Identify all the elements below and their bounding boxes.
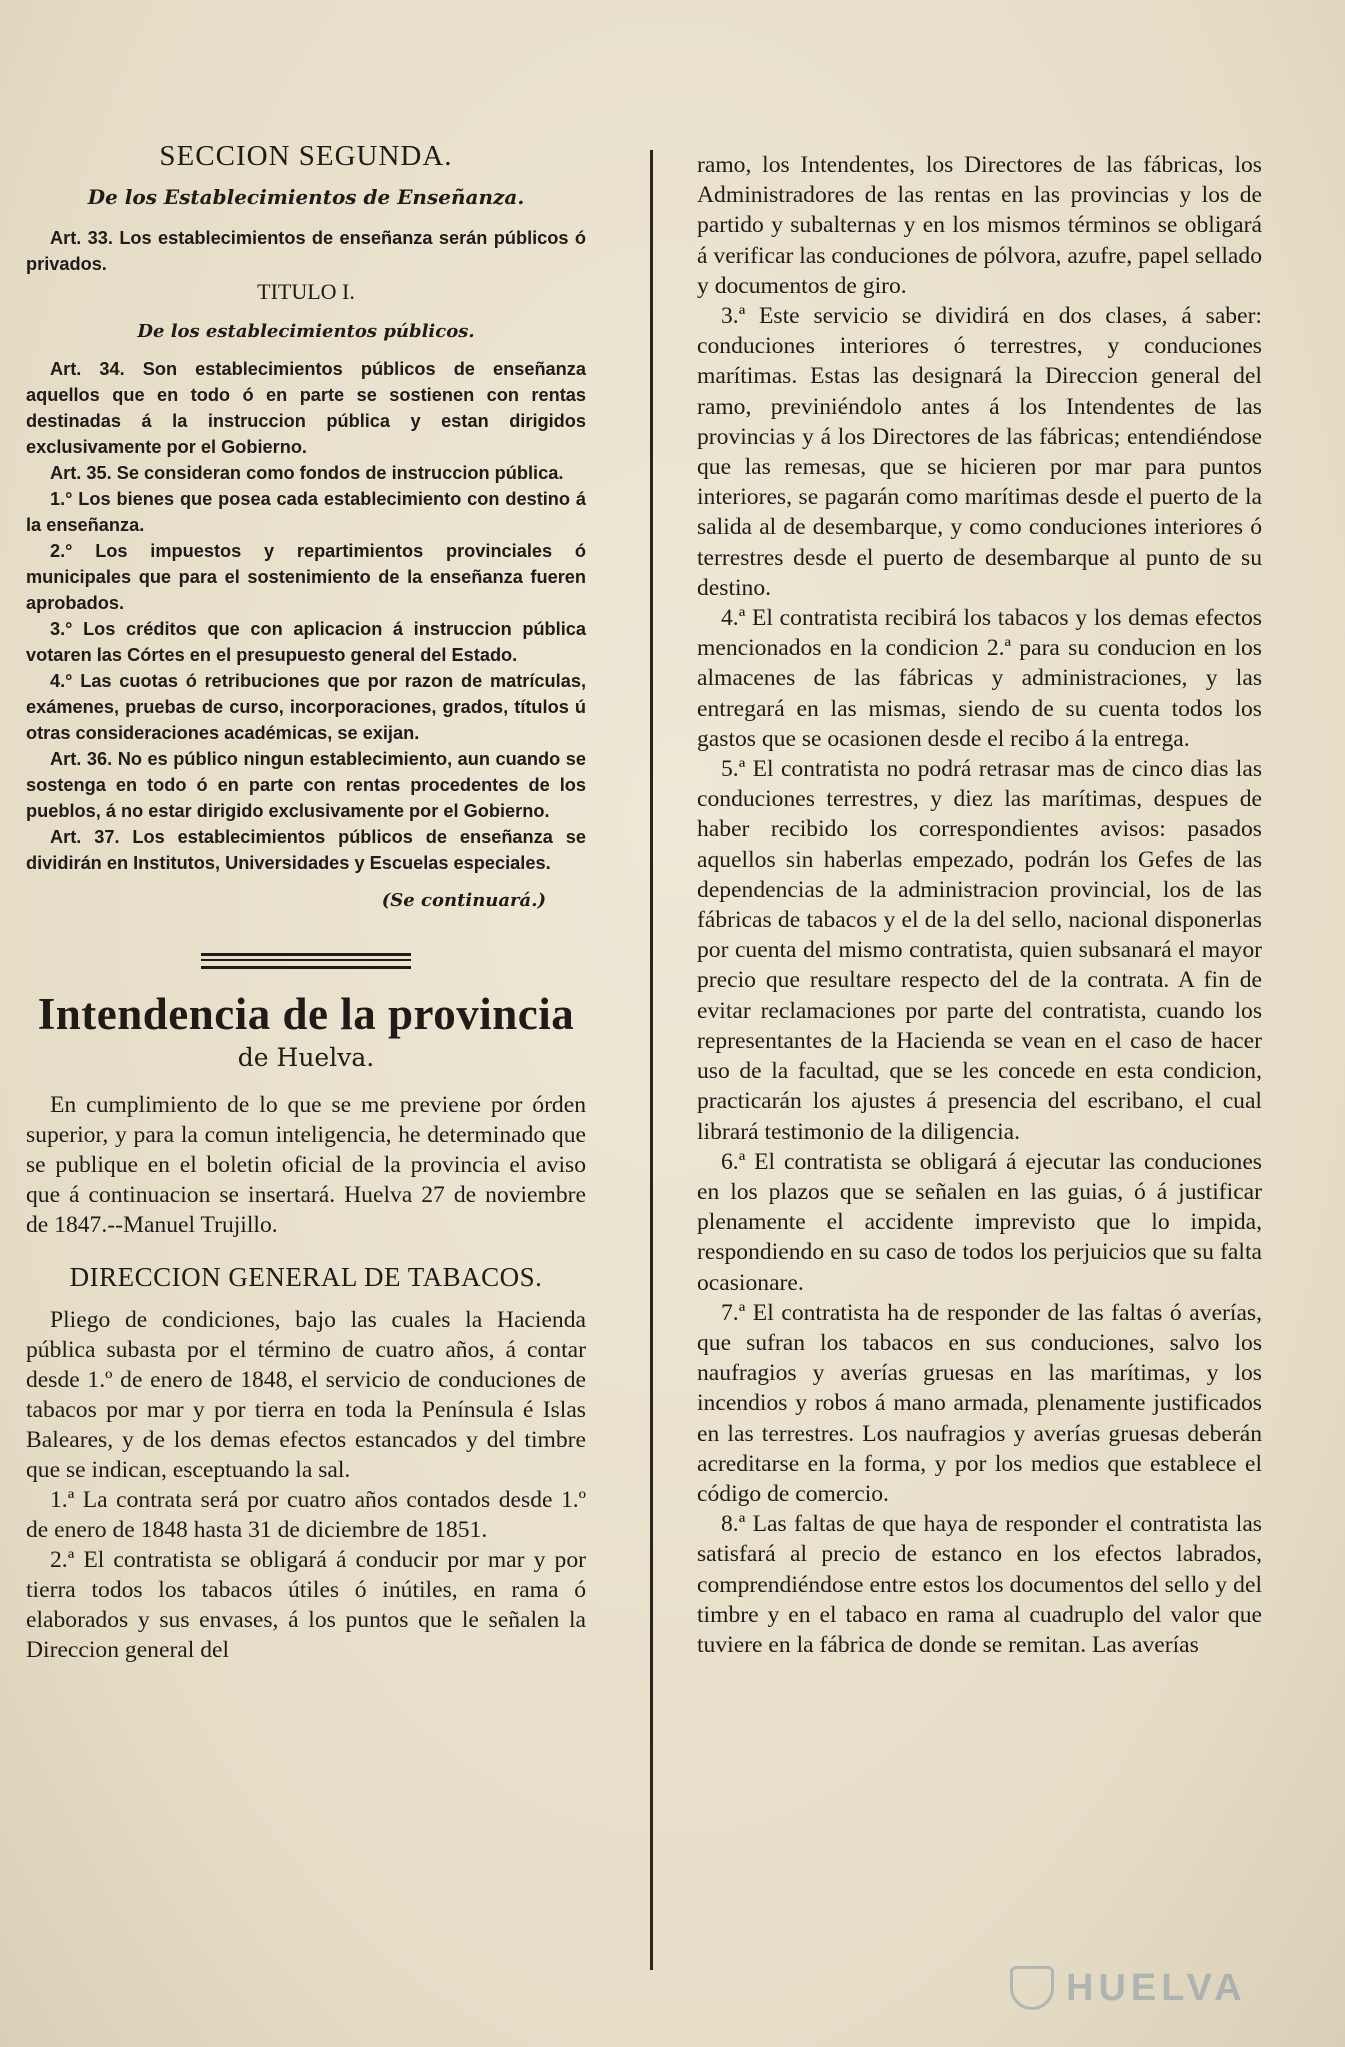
condition-2-continued: ramo, los Intendentes, los Directores de las fábricas, los Administradores de las rentas en las provincias y los de partido y subalternas y en los mismos términos se obligará á verificar las conduciones de pólvora, azufre, papel sellado y documentos de giro. [697,152,1262,299]
shield-icon [1010,1966,1054,2010]
intendencia-intro: En cumplimiento de lo que se me previene por órden superior, y para la comun inteligencia, he determinado que se publique en el boletin oficial de la provincia el aviso que á continuacion se insertará. Huelva 27 de noviembre de 1847.--Manuel Trujillo. [26,1092,586,1238]
condition-4: 4.ª El contratista recibirá los tabacos y los demas efectos mencionados en la condicion 2.ª para su conducion en los almacenes de las fábricas y administraciones, y las entregará en las mismas, siendo de su cuenta todos los gastos que se ocasionen desde el recibo á la entrega. [697,605,1262,752]
article-34: Art. 34. Son establecimientos públicos de enseñanza aquellos que en todo ó en parte se sostienen con rentas destinadas á la instruccion pública y estan dirigidos exclusivamente por el Gobierno. [26,359,586,457]
watermark-text: HUELVA [1066,1966,1247,2009]
article-36: Art. 36. No es público ningun establecimiento, aun cuando se sostenga en todo ó en parte con rentas procedentes de los pueblos, á no estar dirigido exclusivamente por el Gobierno. [26,749,586,821]
titulo-heading: TITULO I. [257,279,355,304]
condition-6: 6.ª El contratista se obligará á ejecutar las conduciones en los plazos que se señalen en las guias, ó á justificar plenamente el accidente imprevisto que lo impida, respondiendo en su caso de todos los perjuicios que su falta ocasionare. [697,1148,1262,1296]
column-rule [650,150,653,1970]
condition-7: 7.ª El contratista ha de responder de las faltas ó averías, que sufran los tabacos en sus conduciones, salvo los naufragios y averías gruesas en las marítimas, y los incendios y robos á mano armada, plenamente justificados en las terrestres. Los naufragios y averías gruesas deberán acreditarse en la forma, y por los medios que establece el código de comercio. [697,1299,1262,1507]
article-33: Art. 33. Los establecimientos de enseñanza serán públicos ó privados. [26,228,586,274]
article-37: Art. 37. Los establecimientos públicos de enseñanza se dividirán en Institutos, Universidades y Escuelas especiales. [26,827,586,873]
right-column [697,150,1262,1660]
fund-item-3: 3.° Los créditos que con aplicacion á instruccion pública votaren las Córtes en el presupuesto general del Estado. [26,619,586,665]
left-column [26,132,586,1665]
fund-item-4: 4.° Las cuotas ó retribuciones que por razon de matrículas, exámenes, pruebas de curso, incorporaciones, grados, títulos ú otras consideraciones académicas, se exijan. [26,671,586,743]
section-subtitle: De los Establecimientos de Enseñanza. [87,185,525,209]
condition-5: 5.ª El contratista no podrá retrasar mas de cinco dias las conduciones terrestres, y diez las marítimas, despues de haber recibido los correspondientes avisos: pasados aquellos sin haberlas empezado, podrán los Gefes de las dependencias de la administracion provincial, los de las fábricas de tabacos y el de la del sello, nacional disponerlas por cuenta del mismo contratista, quien subsanará el mayor precio que resultare respecto del de la contrata. A fin de evitar reclamaciones por parte del contratista, cuando los representantes de la Hacienda se vean en el caso de hacer uso de la facultad, que se les concede en esta condicion, practicarán los ajustes á presencia del escribano, el cual librará testimonio de la diligencia. [697,756,1262,1145]
condition-8: 8.ª Las faltas de que haya de responder el contratista las satisfará al precio de estanco en los efectos labrados, comprendiéndose entre estos los documentos del sello y del timbre y en el tabaco en rama al cuadruplo del valor que tuviere en la fábrica de donde se remitan. Las averías [697,1511,1262,1658]
titulo-subtitle: De los establecimientos públicos. [137,321,475,342]
fund-item-2: 2.° Los impuestos y repartimientos provinciales ó municipales que para el sostenimiento de la enseñanza fueren aprobados. [26,541,586,613]
pliego-intro: Pliego de condiciones, bajo las cuales la Hacienda pública subasta por el término de cuatro años, á contar desde 1.º de enero de 1848, el servicio de conduciones de tabacos por mar y por tierra en toda la Península é Islas Baleares, y de los demas efectos estancados y del timbre que se indican, esceptuando la sal. [26,1307,586,1483]
condition-3: 3.ª Este servicio se dividirá en dos clases, á saber: conduciones interiores ó terrestres, y conduciones marítimas. Estas las designará la Direccion general del ramo, previniéndolo antes á los Intendentes de las provincias y á los Directores de las fábricas; entendiéndose que las remesas, que se hicieren por mar para puntos interiores, se pagarán como marítimas desde el puerto de la salida al de desembarque, y como conduciones interiores ó terrestres desde el puerto de desembarque al punto de su destino. [697,303,1262,601]
article-35: Art. 35. Se consideran como fondos de instruccion pública. [50,463,564,483]
continued-note: (Se continuará.) [381,890,546,911]
intendencia-title: Intendencia de la provincia [37,989,575,1039]
section-title: SECCION SEGUNDA. [159,140,453,172]
condition-2-start: 2.ª El contratista se obligará á conducir por mar y por tierra todos los tabacos útiles ó inútiles, en rama ó elaborados y sus envases, á los puntos que le señalen la Direccion general del [26,1547,586,1663]
condition-1: 1.ª La contrata será por cuatro años contados desde 1.º de enero de 1848 hasta 31 de diciembre de 1851. [26,1487,586,1543]
watermark-logo [1010,1965,1247,2011]
section-divider [201,953,411,969]
intendencia-subtitle: de Huelva. [237,1043,375,1072]
fund-item-1: 1.° Los bienes que posea cada establecimiento con destino á la enseñanza. [26,489,586,535]
direccion-title: DIRECCION GENERAL DE TABACOS. [69,1262,543,1292]
